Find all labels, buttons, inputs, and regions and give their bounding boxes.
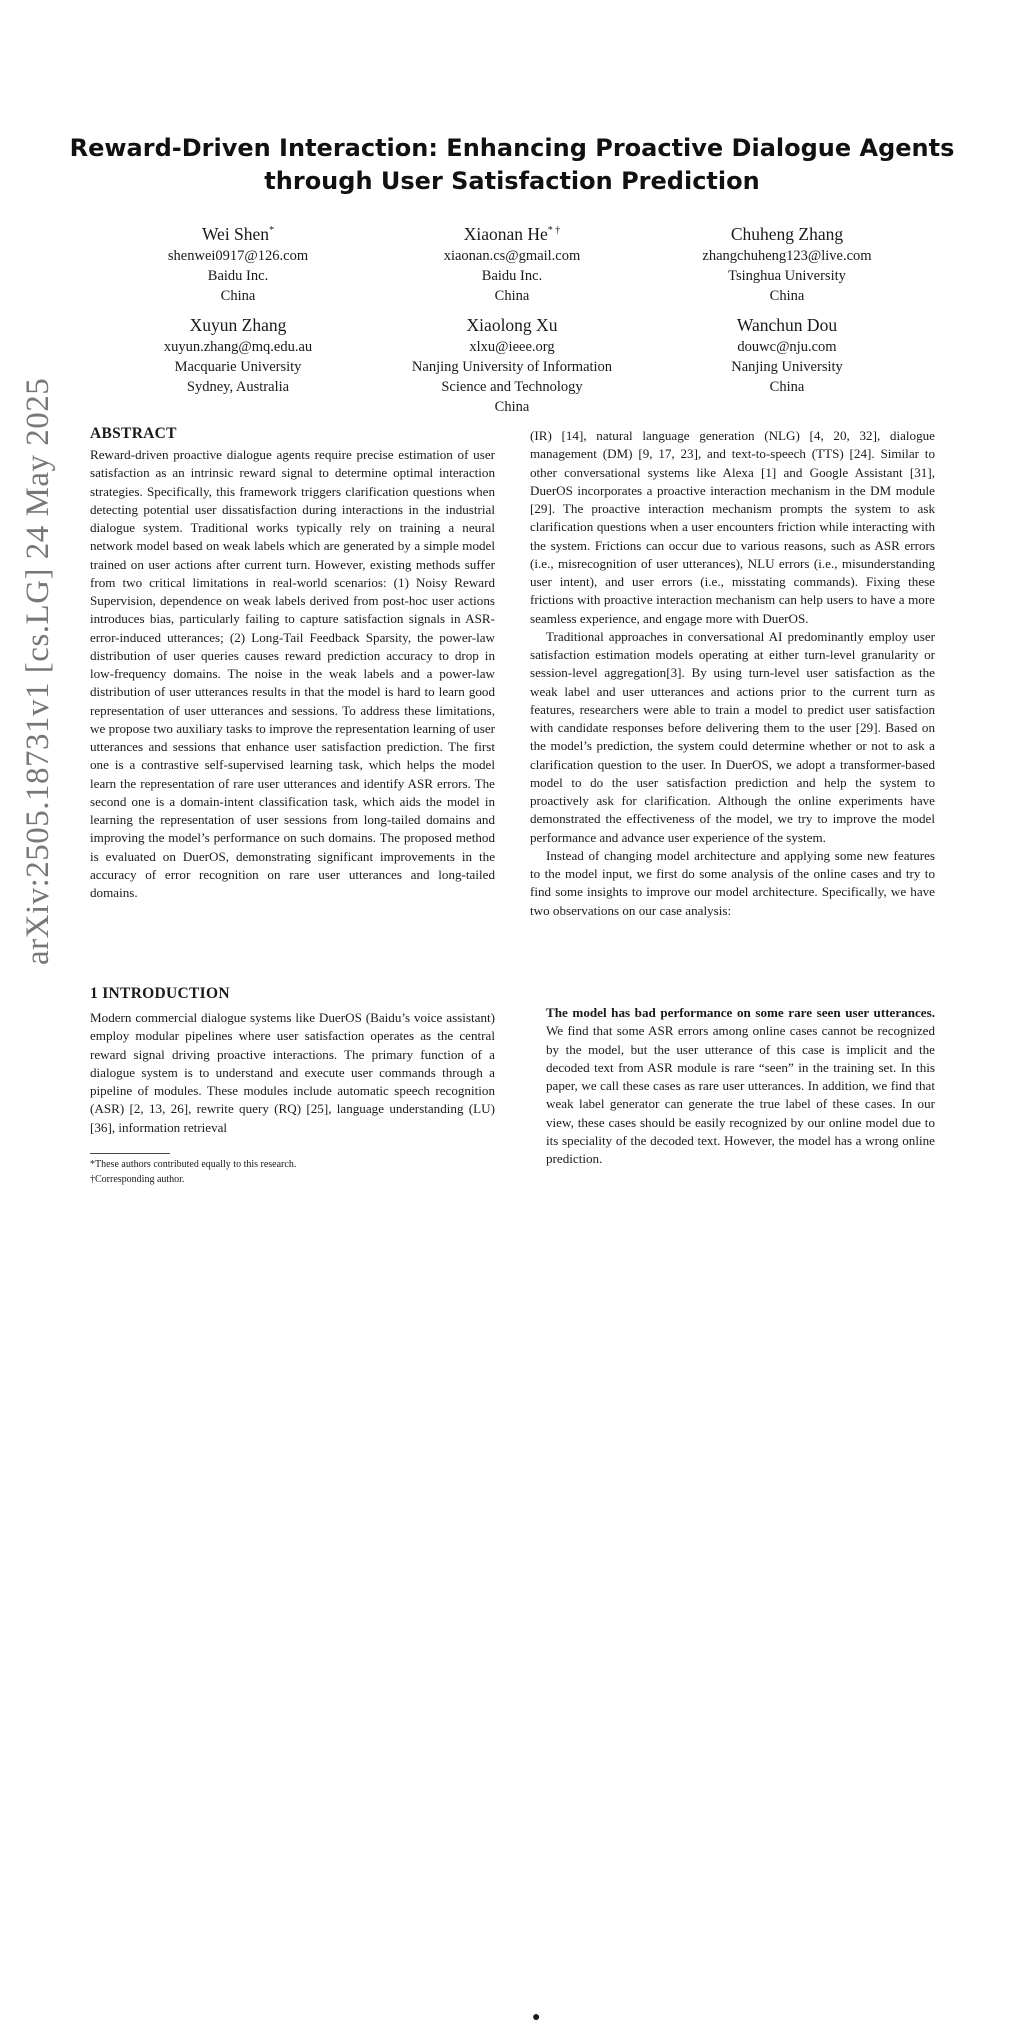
author-block xyxy=(647,220,927,306)
author-block xyxy=(647,314,927,397)
author-affiliation: Baidu Inc. xyxy=(481,267,543,284)
author-country: China xyxy=(220,287,256,304)
author-name: Xiaolong Xu xyxy=(466,315,558,335)
abstract-heading: ABSTRACT xyxy=(90,425,177,442)
author-email[interactable]: xlxu@ieee.org xyxy=(469,339,555,355)
observation-item xyxy=(546,1004,935,1168)
title-line-1: Reward-Driven Interaction: Enhancing Proactive Dialogue Agents xyxy=(69,134,955,162)
author-name: Wanchun Dou xyxy=(736,315,838,335)
author-country: China xyxy=(494,287,530,304)
author-name: Wei Shen xyxy=(201,223,270,244)
author-country: China xyxy=(769,379,805,395)
author-mark: * † xyxy=(547,225,561,236)
author-affiliation: Macquarie University xyxy=(174,359,302,375)
footnotes xyxy=(90,1157,495,1187)
bullet-icon: ● xyxy=(532,2010,541,2025)
author-name: Chuheng Zhang xyxy=(730,223,844,244)
right-column-body xyxy=(530,427,935,920)
title-line-2: through User Satisfaction Prediction xyxy=(264,167,760,195)
author-block xyxy=(98,220,378,306)
observation-title: The model has bad performance on some rare seen user utterances. xyxy=(546,1005,935,1020)
intro-paragraph: Instead of changing model architecture and applying some new features to the model input, we first do some analysis of the online cases and try to find some insights to improve our model architecture. Specifically, we have two observations on our case analysis: xyxy=(530,847,935,918)
paper-title xyxy=(60,132,964,198)
author-email[interactable]: douwc@nju.com xyxy=(737,339,837,355)
intro-paragraph: Modern commercial dialogue systems like DuerOS (Baidu’s voice assistant) employ modular pipelines where user satisfaction operates as the central reward signal driving proactive interactions. The primary function of a dialogue system is to understand and execute user commands through a pipeline of modules. These modules include automatic speech recognition (ASR) [2, 13, 26], rewrite query (RQ) [25], language understanding (LU) [36], information retrieval xyxy=(90,1010,495,1135)
author-email[interactable]: shenwei0917@126.com xyxy=(167,247,309,264)
abstract-body xyxy=(90,446,495,902)
author-location: Sydney, Australia xyxy=(186,379,290,395)
footnote-corresponding-author: †Corresponding author. xyxy=(90,1174,185,1185)
intro-paragraph: (IR) [14], natural language generation (NLG) [4, 20, 32], dialogue management (DM) [9, 17, 23], and text-to-speech (TTS) [24]. Similar to other conversational systems like Alexa [1] and Google Assistant [31], DuerOS incorporates a proactive interaction mechanism in the DM module [29]. The proactive interaction mechanism prompts the system to ask clarification questions when a user encounters friction while interacting with the system. Frictions can occur due to various reasons, such as ASR errors (i.e., misrecognition of user utterances), NLU errors (i.e., misunderstanding user intent), and user errors (i.e., misstating commands). Fixing these frictions with proactive interaction mechanism can help users to have a more seamless experience, and engage more with DuerOS. xyxy=(530,428,935,626)
author-email[interactable]: xiaonan.cs@gmail.com xyxy=(443,247,581,264)
author-affiliation-cont: Science and Technology xyxy=(441,379,583,395)
author-affiliation: Nanjing University of Information xyxy=(411,359,613,375)
author-country: China xyxy=(769,287,805,304)
author-name: Xuyun Zhang xyxy=(189,315,287,335)
author-country: China xyxy=(494,399,530,415)
introduction-body xyxy=(90,1009,495,1137)
footnote-equal-contribution: *These authors contributed equally to this research. xyxy=(90,1159,297,1170)
footnote-divider xyxy=(90,1153,170,1154)
author-affiliation: Tsinghua University xyxy=(728,267,846,284)
observation-text: We find that some ASR errors among online cases cannot be recognized by the model, but the user utterance of this case is implicit and the decoded text from ASR module is rare “seen” in the training set. In this paper, we call these cases as rare user utterances. In addition, we find that weak label generator can generate the true label of these cases. In our view, these cases should be easily recognized by our online model due to its speciality of the decoded text. However, the model has a wrong online prediction. xyxy=(546,1023,935,1166)
arxiv-identifier[interactable]: arXiv:2505.18731v1 [cs.LG] 24 May 2025 xyxy=(20,377,56,965)
introduction-heading: 1 INTRODUCTION xyxy=(90,985,230,1002)
author-block xyxy=(372,220,652,306)
author-email[interactable]: zhangchuheng123@live.com xyxy=(702,247,872,264)
author-affiliation: Nanjing University xyxy=(731,359,843,375)
author-email[interactable]: xuyun.zhang@mq.edu.au xyxy=(163,339,313,355)
author-block xyxy=(372,314,652,417)
author-block xyxy=(98,314,378,397)
author-name: Xiaonan He xyxy=(463,223,548,244)
intro-paragraph: Traditional approaches in conversational AI predominantly employ user satisfaction estimation models operating at either turn-level granularity or session-level aggregation[3]. By using turn-level user satisfaction as the weak label and user utterances and actions prior to the current turn as features, researchers were able to train a model to predict user satisfaction with candidate responses before delivering them to the user [29]. Based on the model’s prediction, the system could determine whether or not to ask a clarification question to the user. In DuerOS, we adopt a transformer-based model to do the user satisfaction prediction and help the system to proactively ask for clarification. Although the online experiments have demonstrated the effectiveness of the model, we try to improve the model performance and advance user experience of the system. xyxy=(530,628,935,845)
abstract-text: Reward-driven proactive dialogue agents require precise estimation of user satisfaction as an intrinsic reward signal to determine optimal interaction strategies. Specifically, this framework triggers clarification questions when detecting potential user dissatisfaction during interactions in the industrial dialogue system. Traditional works typically rely on training a neural network model based on weak labels which are generated by a simple model trained on user actions after current turn. However, existing methods suffer from two critical limitations in real-world scenarios: (1) Noisy Reward Supervision, dependence on weak labels derived from post-hoc user actions introduces bias, particularly failing to capture satisfaction signals in ASR-error-induced utterances; (2) Long-Tail Feedback Sparsity, the power-law distribution of user queries causes reward prediction accuracy to drop in low-frequency domains. The noise in the weak labels and a power-law distribution of user utterances results in that the model is hard to learn good representation of user utterances and sessions. To address these limitations, we propose two auxiliary tasks to improve the representation learning of user utterances and sessions that enhance user satisfaction prediction. The first one is a contrastive self-supervised learning task, which helps the model learn the representation of rare user utterances and identify ASR errors. The second one is a domain-intent classification task, which aids the model in learning the representation of user sessions from long-tailed domains and improving the model’s performance on such domains. The proposed method is evaluated on DuerOS, demonstrating significant improvements in the accuracy of error recognition on rare user utterances and long-tailed domains. xyxy=(90,447,495,900)
author-affiliation: Baidu Inc. xyxy=(207,267,269,284)
author-mark: * xyxy=(269,225,275,236)
